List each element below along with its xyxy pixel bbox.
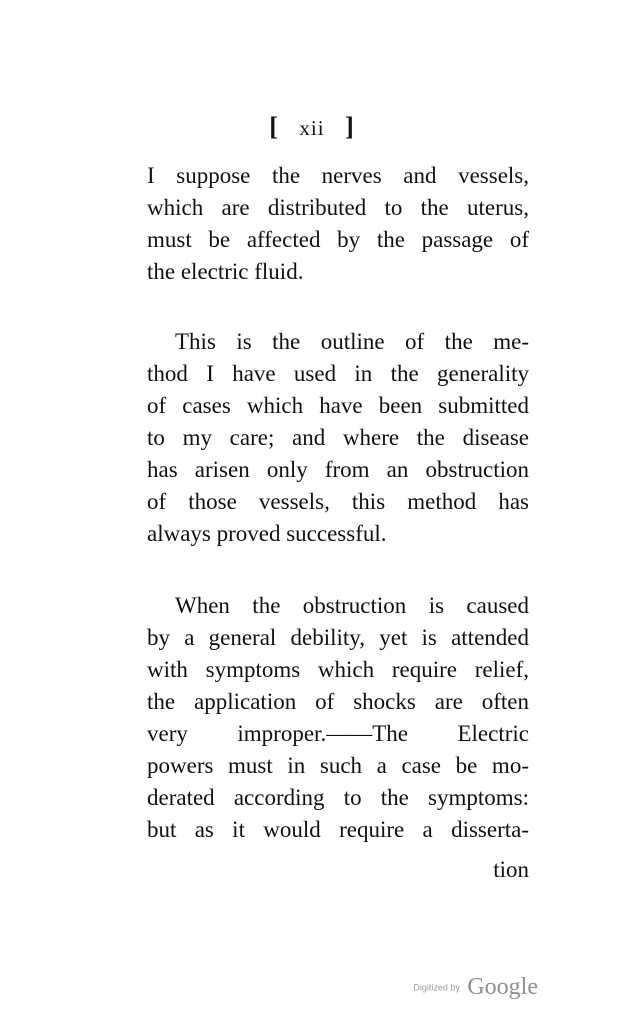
- catchword-block: [147, 854, 529, 886]
- text-line: by a general debility, yet is attended: [147, 625, 529, 650]
- header-close-bracket: ]: [345, 112, 355, 141]
- page-header: [0, 112, 624, 142]
- header-open-bracket: [: [269, 112, 279, 141]
- text-line: derated according to the symptoms:: [147, 785, 529, 810]
- text-line: I suppose the nerves and vessels,: [147, 163, 529, 188]
- text-line: but as it would require a disserta-: [147, 817, 529, 842]
- text-line: with symptoms which require relief,: [147, 657, 529, 682]
- text-line: This is the outline of the me-: [175, 329, 529, 354]
- digitized-watermark: [413, 974, 538, 1001]
- text-line: thod I have used in the generality: [147, 361, 529, 386]
- text-line: the electric fluid.: [147, 259, 304, 284]
- text-line: must be affected by the passage of: [147, 227, 529, 252]
- paragraph-1: [147, 160, 529, 288]
- page-number: xii: [299, 116, 325, 140]
- google-logo: Google: [467, 974, 538, 1000]
- text-line: of cases which have been submitted: [147, 393, 529, 418]
- text-line: which are distributed to the uterus,: [147, 195, 529, 220]
- digitized-label: Digitized by: [413, 982, 460, 993]
- catchword: tion: [493, 857, 529, 882]
- text-line: has arisen only from an obstruction: [147, 457, 529, 482]
- text-line: to my care; and where the disease: [147, 425, 529, 450]
- text-line: very improper.——The Electric: [147, 721, 529, 746]
- paragraph-2: [147, 326, 529, 550]
- text-line: powers must in such a case be mo-: [147, 753, 529, 778]
- paragraph-3: [147, 590, 529, 846]
- text-line: of those vessels, this method has: [147, 489, 529, 514]
- text-line: always proved successful.: [147, 521, 387, 546]
- text-line: When the obstruction is caused: [175, 593, 529, 618]
- text-line: the application of shocks are often: [147, 689, 529, 714]
